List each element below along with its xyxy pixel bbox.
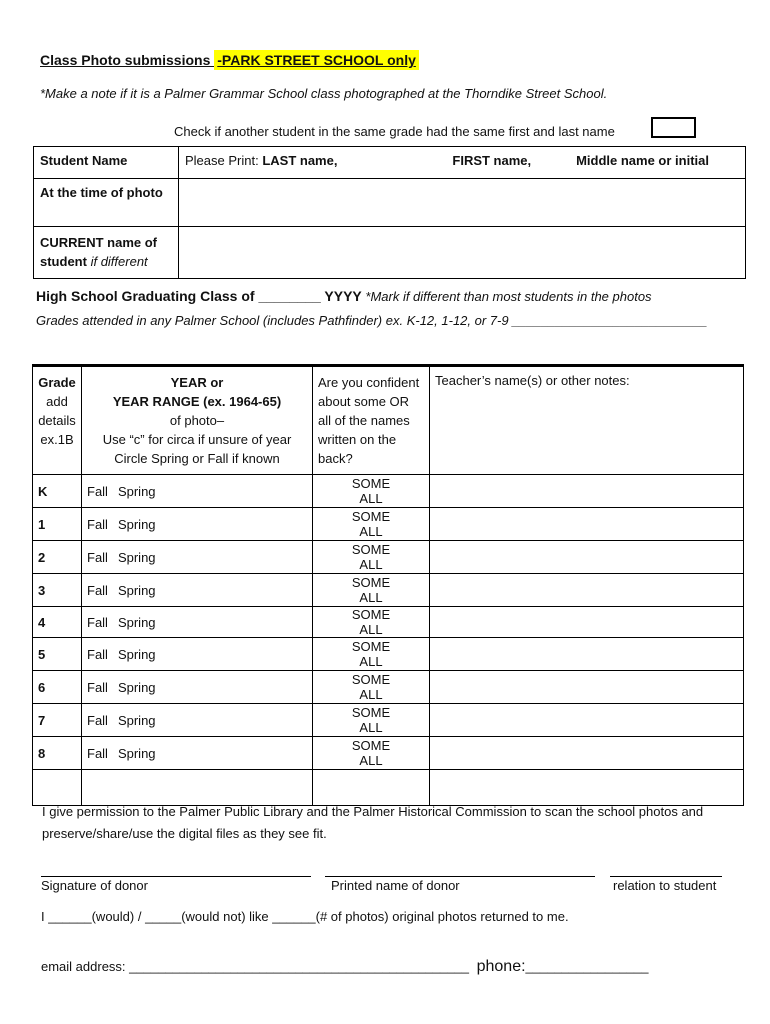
grade-cell xyxy=(33,737,82,770)
all-option[interactable]: ALL xyxy=(359,491,383,506)
table-row xyxy=(33,508,744,541)
some-option[interactable]: SOME xyxy=(351,575,391,590)
season-cell xyxy=(82,508,313,541)
grade-value: K xyxy=(38,483,48,499)
notes-cell[interactable] xyxy=(430,638,744,671)
confident-header-1: about some OR xyxy=(318,394,410,409)
fall-option[interactable]: Fall xyxy=(87,646,108,662)
fall-option[interactable]: Fall xyxy=(87,516,108,532)
fall-option[interactable]: Fall xyxy=(87,712,108,728)
confidence-cell xyxy=(313,704,430,737)
confidence-cell xyxy=(313,671,430,704)
grade-cell xyxy=(33,508,82,541)
graduating-class-text: High School Graduating Class of ________ YYYY xyxy=(36,288,366,304)
grade-cell xyxy=(33,704,82,737)
year-header-4: Circle Spring or Fall if known xyxy=(114,451,280,466)
notes-cell[interactable] xyxy=(430,508,744,541)
year-header-3: Use “c” for circa if unsure of year xyxy=(102,432,292,447)
all-option[interactable]: ALL xyxy=(359,753,383,768)
some-option[interactable]: SOME xyxy=(351,705,391,720)
confident-header-2: all of the names xyxy=(318,413,410,428)
some-option[interactable]: SOME xyxy=(351,542,391,557)
graduating-class-note: *Mark if different than most students in the photos xyxy=(365,289,652,304)
season-cell xyxy=(82,638,313,671)
spring-option[interactable]: Spring xyxy=(117,549,156,565)
season-cell xyxy=(82,704,313,737)
grade-header-3: ex.1B xyxy=(40,432,74,447)
name-at-photo-field[interactable] xyxy=(179,179,746,227)
notes-cell[interactable] xyxy=(430,704,744,737)
grade-cell xyxy=(33,607,82,638)
email-label: email address: xyxy=(41,959,130,974)
phone-field[interactable]: _________________ xyxy=(525,959,649,974)
notes-cell[interactable] xyxy=(430,737,744,770)
grade-value: 4 xyxy=(38,614,46,630)
donor-signature-line[interactable] xyxy=(41,875,311,877)
notes-cell[interactable] xyxy=(430,475,744,508)
all-option[interactable]: ALL xyxy=(359,654,383,669)
graduating-class-line xyxy=(36,288,652,304)
email-field[interactable]: _______________________________________________ xyxy=(129,959,469,974)
spring-option[interactable]: Spring xyxy=(117,516,156,532)
season-cell xyxy=(82,541,313,574)
spring-option[interactable]: Spring xyxy=(117,679,156,695)
some-option[interactable]: SOME xyxy=(351,639,391,654)
season-cell xyxy=(82,475,313,508)
grade-cell xyxy=(33,541,82,574)
current-name-field[interactable] xyxy=(179,227,746,279)
teacher-header: Teacher’s name(s) or other notes: xyxy=(430,366,744,475)
fall-option[interactable]: Fall xyxy=(87,679,108,695)
permission-statement: I give permission to the Palmer Public Library and the Palmer Historical Commission to scan the school photos and preserve/share/use the digital files as they see fit. xyxy=(42,804,704,841)
fall-option[interactable]: Fall xyxy=(87,614,108,630)
grade-cell xyxy=(33,638,82,671)
notes-cell[interactable] xyxy=(430,541,744,574)
all-option[interactable]: ALL xyxy=(359,590,383,605)
grade-value: 6 xyxy=(38,679,46,695)
relation-line[interactable] xyxy=(610,875,722,877)
grade-value: 2 xyxy=(38,549,46,565)
donor-signature-label: Signature of donor xyxy=(41,878,148,893)
confident-header-3: written on the xyxy=(318,432,397,447)
grade-cell xyxy=(33,671,82,704)
year-header-1: YEAR RANGE (ex. 1964-65) xyxy=(112,394,282,409)
fall-option[interactable]: Fall xyxy=(87,549,108,565)
confidence-cell xyxy=(313,638,430,671)
printed-name-label: Printed name of donor xyxy=(331,878,460,893)
fall-option[interactable]: Fall xyxy=(87,582,108,598)
grade-value: 8 xyxy=(38,745,46,761)
season-cell xyxy=(82,671,313,704)
season-cell xyxy=(82,737,313,770)
grade-table xyxy=(32,364,744,806)
some-option[interactable]: SOME xyxy=(351,738,391,753)
table-row xyxy=(33,704,744,737)
confidence-cell xyxy=(313,475,430,508)
spring-option[interactable]: Spring xyxy=(117,646,156,662)
notes-cell[interactable] xyxy=(430,671,744,704)
confidence-cell xyxy=(313,508,430,541)
season-cell xyxy=(82,574,313,607)
some-option[interactable]: SOME xyxy=(351,607,391,622)
some-option[interactable]: SOME xyxy=(351,476,391,491)
last-name-label: LAST name, xyxy=(262,153,338,168)
table-row xyxy=(33,638,744,671)
spring-option[interactable]: Spring xyxy=(117,745,156,761)
grade-header-0: Grade xyxy=(38,375,76,390)
current-name-bold: CURRENT name of student xyxy=(40,235,158,269)
confident-header-4: back? xyxy=(318,451,353,466)
table-row xyxy=(33,574,744,607)
grade-value: 1 xyxy=(38,516,46,532)
same-name-checkbox[interactable] xyxy=(651,117,696,138)
printed-name-line[interactable] xyxy=(325,875,595,877)
year-header-2: of photo– xyxy=(169,413,225,428)
year-header-0: YEAR or xyxy=(170,375,224,390)
spring-option[interactable]: Spring xyxy=(117,614,156,630)
all-option[interactable]: ALL xyxy=(359,687,383,702)
grade-value: 7 xyxy=(38,712,46,728)
current-name-label xyxy=(34,227,179,279)
student-name-label: Student Name xyxy=(34,147,179,179)
all-option[interactable]: ALL xyxy=(359,557,383,572)
all-option[interactable]: ALL xyxy=(359,524,383,539)
table-row xyxy=(33,737,744,770)
fall-option[interactable]: Fall xyxy=(87,483,108,499)
spring-option[interactable]: Spring xyxy=(117,712,156,728)
title-highlight: -PARK STREET SCHOOL only xyxy=(214,50,419,70)
phone-label: phone: xyxy=(476,958,526,975)
first-name-label: FIRST name, xyxy=(452,153,532,168)
grade-cell xyxy=(33,475,82,508)
spring-option[interactable]: Spring xyxy=(117,483,156,499)
print-label: Please Print: xyxy=(185,153,263,168)
table-row xyxy=(33,541,744,574)
confidence-cell xyxy=(313,737,430,770)
grade-value: 5 xyxy=(38,646,46,662)
confident-header-0: Are you confident xyxy=(318,375,420,390)
all-option[interactable]: ALL xyxy=(359,720,383,735)
grades-attended-line: Grades attended in any Palmer School (includes Pathfinder) ex. K-12, 1-12, or 7-9 ___________________________ xyxy=(36,313,708,328)
spring-option[interactable]: Spring xyxy=(117,582,156,598)
photos-returned-line: I ______(would) / _____(would not) like ______(# of photos) original photos returned to me. xyxy=(41,909,569,924)
middle-name-label: Middle name or initial xyxy=(576,153,709,168)
grade-header xyxy=(33,366,82,475)
confident-header xyxy=(313,366,430,475)
same-name-check-label: Check if another student in the same grade had the same first and last name xyxy=(174,124,615,139)
grade-header-1: add xyxy=(46,394,68,409)
table-row xyxy=(33,475,744,508)
contact-line xyxy=(41,958,648,976)
year-header xyxy=(82,366,313,475)
relation-label: relation to student xyxy=(613,878,717,893)
confidence-cell xyxy=(313,574,430,607)
notes-cell[interactable] xyxy=(430,607,744,638)
grade-cell xyxy=(33,574,82,607)
thorndike-note: *Make a note if it is a Palmer Grammar School class photographed at the Thorndike Street School. xyxy=(40,86,608,101)
grade-value: 3 xyxy=(38,582,46,598)
some-option[interactable]: SOME xyxy=(351,672,391,687)
notes-cell[interactable] xyxy=(430,574,744,607)
confidence-cell xyxy=(313,607,430,638)
student-name-table xyxy=(33,146,746,279)
time-of-photo-label: At the time of photo xyxy=(34,179,179,227)
grade-header-2: details xyxy=(38,413,76,428)
table-row xyxy=(33,607,744,638)
title-prefix: Class Photo submissions xyxy=(40,52,215,68)
season-cell xyxy=(82,607,313,638)
page-title xyxy=(40,52,419,68)
current-name-italic: if different xyxy=(90,254,148,269)
name-format-cell xyxy=(179,147,746,179)
all-option[interactable]: ALL xyxy=(359,622,383,637)
some-option[interactable]: SOME xyxy=(351,509,391,524)
fall-option[interactable]: Fall xyxy=(87,745,108,761)
confidence-cell xyxy=(313,541,430,574)
table-row xyxy=(33,671,744,704)
